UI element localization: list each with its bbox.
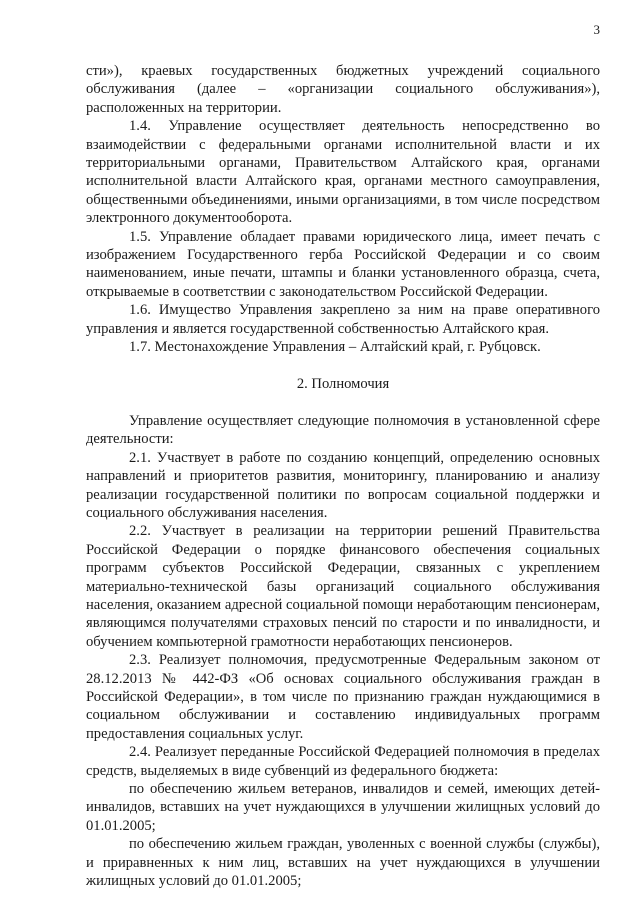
paragraph-2-1: 2.1. Участвует в работе по созданию концепций, определению основных направлений и приоритетов развития, мониторингу, планированию и анализу реализации государственной политики по вопросам социальной поддержки и социального обслуживания населения. xyxy=(86,449,600,521)
paragraph-1-7: 1.7. Местонахождение Управления – Алтайский край, г. Рубцовск. xyxy=(129,339,541,356)
paragraph-2-4: 2.4. Реализует переданные Российской Федерацией полномочия в пределах средств, выделяемых в виде субвенций из федерального бюджета: xyxy=(86,744,600,779)
paragraph-1-5: 1.5. Управление обладает правами юридического лица, имеет печать с изображением Государственного герба Российской Федерации и со своим наименованием, иные печати, штампы и бланки установленного образца, счета, открываемые в соответствии с законодательством Российской Федерации. xyxy=(86,228,600,300)
paragraph-continuation: сти»), краевых государственных бюджетных учреждений социального обслуживания (далее – «организации социального обслуживания»), расположенных на территории. xyxy=(86,63,600,116)
paragraph-2-4-item-1: по обеспечению жильем ветеранов, инвалидов и семей, имеющих детей-инвалидов, вставших на учет нуждающихся в улучшении жилищных условий до 01.01.2005; xyxy=(86,781,600,834)
paragraph-1-6: 1.6. Имущество Управления закреплено за ним на праве оперативного управления и является государственной собственностью Алтайского края. xyxy=(86,302,600,337)
paragraph-1-4: 1.4. Управление осуществляет деятельность непосредственно во взаимодействии с федеральными органами исполнительной власти и их территориальными органами, Правительством Алтайского края, органами исполнительной власти Алтайского края, органами местного самоуправления, общественными объединениями, иными организациями, в том числе посредством электронного документооборота. xyxy=(86,118,600,227)
paragraph-2-4-item-2: по обеспечению жильем граждан, уволенных с военной службы (службы), и приравненных к ним лиц, вставших на учет нуждающихся в улучшении жилищных условий до 01.01.2005; xyxy=(86,836,600,890)
page-number: 3 xyxy=(593,22,600,37)
document-body xyxy=(86,62,600,890)
section-heading: 2. Полномочия xyxy=(296,375,390,392)
paragraph-intro: Управление осуществляет следующие полномочия в установленной сфере деятельности: xyxy=(86,412,600,448)
paragraph-2-2: 2.2. Участвует в реализации на территории решений Правительства Российской Федерации о порядке финансового обеспечения социальных программ субъектов Российской Федерации, связанных с укреплением материально-технической базы организаций социального обслуживания населения, оказанием адресной социальной помощи неработающим пенсионерам, являющимся получателями страховых пенсий по старости и по инвалидности, и обучением компьютерной грамотности неработающих пенсионеров. xyxy=(86,523,600,650)
paragraph-2-3: 2.3. Реализует полномочия, предусмотренные Федеральным законом от 28.12.2013 № 442-ФЗ «Об основах социального обслуживания граждан в Российской Федерации», в том числе по признанию граждан нуждающимися в социальном обслуживании и составлению индивидуальных программ предоставления социальных услуг. xyxy=(86,652,600,742)
